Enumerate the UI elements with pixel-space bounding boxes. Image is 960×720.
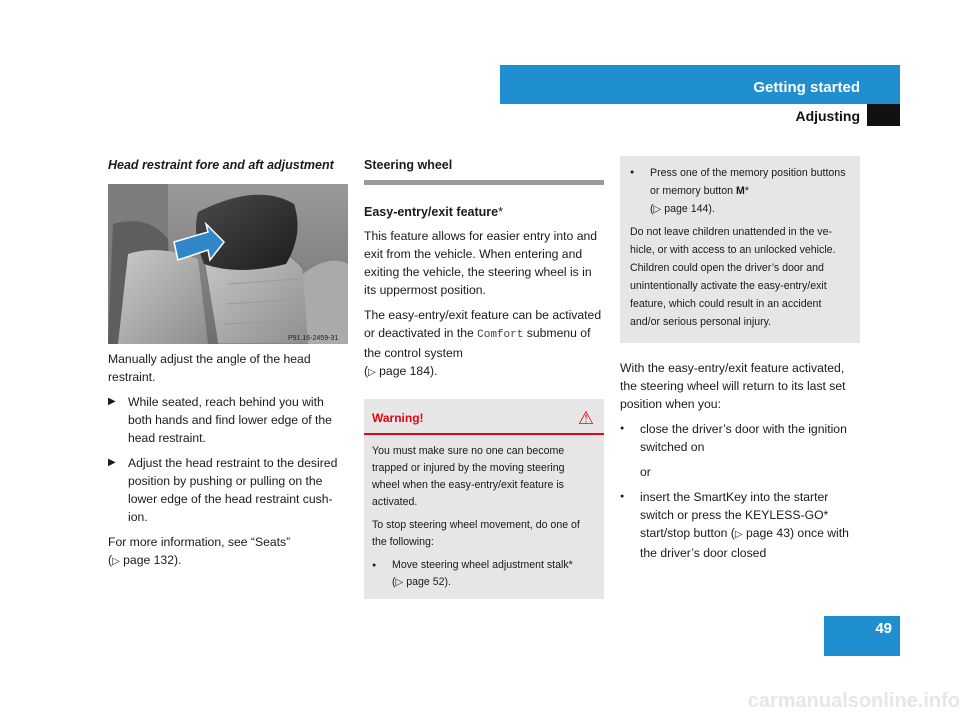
bullet-icon: ● (372, 562, 377, 569)
right-intro: With the easy-entry/exit feature activated, the steering wheel will return to its last set position when you: (620, 361, 846, 411)
watermark: carmanualsonline.info (747, 690, 960, 712)
head-restraint-heading: Head restraint fore and aft adjustment (108, 158, 334, 172)
warning-triangle-icon: ⚠ (577, 408, 594, 428)
condition-item: ● close the driver’s door with the ignition switched on (620, 422, 847, 454)
warning-body (364, 435, 604, 599)
page-ref[interactable]: page 184). (379, 364, 438, 378)
header-marker (867, 104, 900, 126)
steering-wheel-heading: Steering wheel (364, 158, 453, 172)
warning-continued-box (620, 156, 860, 343)
or-row (620, 463, 860, 481)
bullet-icon: ● (620, 425, 625, 432)
left-column (108, 156, 348, 578)
step-item (108, 454, 348, 526)
page-ref-icon: ▷ (368, 367, 376, 378)
page-ref-icon: ▷ (112, 556, 120, 567)
head-restraint-photo (108, 184, 348, 344)
warning-text: To stop steering wheel movement, do one of the following: (372, 519, 580, 548)
easy-entry-subheading: Easy-entry/exit feature* (364, 205, 503, 219)
warning-text: You must make sure no one can become trapped or injured by the moving steering wheel when the easy-entry/exit feature is activated. (372, 445, 565, 508)
page-ref-icon: ▷ (734, 529, 743, 540)
page-ref-icon: ▷ (653, 204, 662, 215)
page-ref-icon: ▷ (395, 577, 404, 588)
note-text: Do not leave children unattended in the ve-hicle, or with access to an unlocked vehicle. Children could open the driver’s door and unintentionally activate the easy-entry/exit feature, which could result in an accident and/or serious personal injury. (630, 226, 836, 328)
warning-bullet: ● Move steering wheel adjustment stalk* (▷ page 52). (372, 557, 594, 591)
warning-header (364, 399, 604, 435)
bullet-icon: ● (630, 169, 635, 176)
step-text: Adjust the head restraint to the desired position by pushing or pulling on the lower edge of the head restraint cush-ion. (128, 456, 338, 524)
step-text: While seated, reach behind you with both hands and find lower edge of the head restraint. (128, 395, 332, 445)
bullet-icon: ● (620, 493, 625, 500)
arrow-icon: ▶ (108, 457, 116, 468)
section-title: Getting started (753, 79, 860, 96)
condition-item: ● insert the SmartKey into the starter switch or press the KEYLESS-GO* start/stop button (▷ page 43) once with the driver’s door closed (620, 490, 849, 560)
arrow-icon: ▶ (108, 396, 116, 407)
page-ref[interactable]: page 144). (664, 203, 715, 215)
middle-column (364, 156, 604, 599)
or-text: or (640, 465, 651, 479)
page-number: 49 (875, 620, 892, 637)
note-bullet: ● Press one of the memory position buttons or memory button M* (▷ page 144). (630, 164, 850, 219)
warning-label: Warning! (372, 410, 424, 425)
subsection-title: Adjusting (795, 108, 860, 124)
memory-button-label: M (735, 185, 745, 197)
page-ref[interactable]: page 132). (123, 553, 182, 567)
warning-box (364, 399, 604, 599)
right-column (620, 156, 860, 569)
easy-entry-para1: This feature allows for easier entry into and exit from the vehicle. When entering and exiting the vehicle, the steering wheel is in its uppermost position. (364, 229, 598, 297)
image-code: P91.16-2459-31 (288, 335, 339, 342)
heading-rule (364, 180, 604, 185)
page-ref[interactable]: page 52). (406, 576, 451, 588)
more-info-text: For more information, see “Seats” (108, 535, 291, 549)
step-item (108, 393, 348, 447)
head-restraint-intro: Manually adjust the angle of the head restraint. (108, 352, 311, 384)
page-ref[interactable]: page 43) once with the driver’s door closed (640, 526, 849, 560)
easy-entry-para2: The easy-entry/exit feature can be activated or deactivated in the Comfort submenu of the control system (▷ page 184). (364, 308, 602, 378)
more-info: For more information, see “Seats” (▷ page 132). (108, 535, 291, 567)
comfort-menu-label: Comfort (477, 329, 524, 341)
